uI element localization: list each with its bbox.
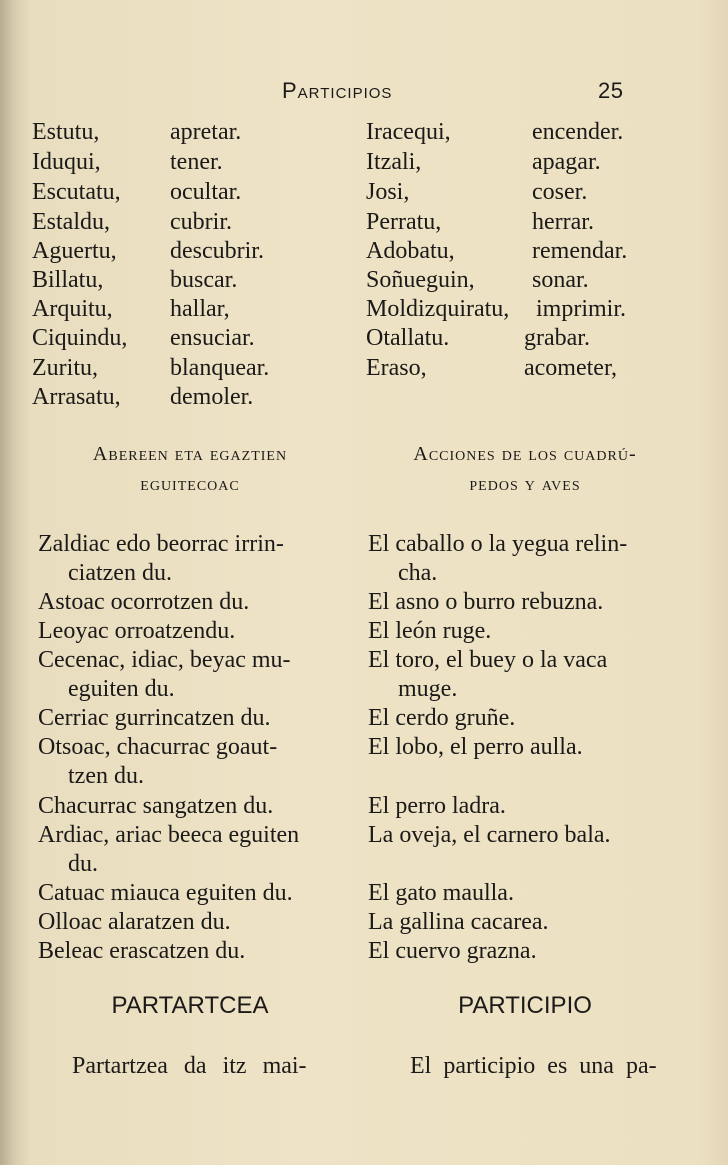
- vocab-left-spanish-7: hallar,: [170, 296, 230, 322]
- section-right-title: PARTICIPIO: [458, 992, 592, 1019]
- section-left-text: Partartzea da itz mai-: [72, 1053, 307, 1079]
- page-number: 25: [598, 78, 624, 103]
- vocab-left-spanish-9: blanquear.: [170, 355, 270, 381]
- left-line-11: Ardiac, ariac beeca eguiten: [38, 822, 300, 848]
- vocab-left-spanish-3: ocultar.: [170, 179, 242, 205]
- vocab-right-basque-3: Josi,: [366, 179, 410, 205]
- vocab-left-basque-5: Aguertu,: [32, 238, 117, 264]
- vocab-right-spanish-3: coser.: [532, 179, 588, 205]
- left-line-7: Cerriac gurrincatzen du.: [38, 705, 271, 731]
- vocab-right-basque-4: Perratu,: [366, 209, 442, 235]
- left-line-12: du.: [68, 851, 98, 877]
- vocab-right-basque-5: Adobatu,: [366, 238, 455, 264]
- vocab-right-basque-9: Eraso,: [366, 355, 427, 381]
- vocab-left-spanish-1: apretar.: [170, 119, 242, 145]
- vocab-right-spanish-5: remendar.: [532, 238, 628, 264]
- vocab-right-spanish-1: encender.: [532, 119, 624, 145]
- left-line-1: Zaldiac edo beorrac irrin-: [38, 531, 284, 557]
- left-line-6: eguiten du.: [68, 676, 175, 702]
- left-line-13: Catuac miauca eguiten du.: [38, 880, 293, 906]
- vocab-left-basque-10: Arrasatu,: [32, 384, 121, 410]
- vocab-left-basque-8: Ciquindu,: [32, 325, 128, 351]
- vocab-right-basque-2: Itzali,: [366, 149, 422, 175]
- vocab-right-basque-8: Otallatu.: [366, 325, 450, 351]
- vocab-left-spanish-5: descubrir.: [170, 238, 264, 264]
- right-line-9: El perro ladra.: [368, 793, 506, 819]
- left-line-15: Beleac erascatzen du.: [38, 938, 246, 964]
- left-line-8: Otsoac, chacurrac goaut-: [38, 734, 278, 760]
- left-line-2: ciatzen du.: [68, 560, 172, 586]
- vocab-left-spanish-2: tener.: [170, 149, 223, 175]
- vocab-left-basque-2: Iduqui,: [32, 149, 101, 175]
- right-line-2: cha.: [398, 560, 438, 586]
- heading-right-line2: pedos y aves: [469, 473, 581, 495]
- vocab-left-basque-4: Estaldu,: [32, 209, 110, 235]
- right-line-3: El asno o burro rebuzna.: [368, 589, 604, 615]
- right-line-13: El cuervo grazna.: [368, 938, 537, 964]
- right-line-5: El toro, el buey o la vaca: [368, 647, 608, 673]
- vocab-right-spanish-4: herrar.: [532, 209, 594, 235]
- vocab-left-spanish-4: cubrir.: [170, 209, 232, 235]
- vocab-left-basque-7: Arquitu,: [32, 296, 113, 322]
- right-line-11: El gato maulla.: [368, 880, 514, 906]
- vocab-right-spanish-2: apagar.: [532, 149, 601, 175]
- running-header-title: Participios: [282, 78, 393, 103]
- vocab-left-basque-1: Estutu,: [32, 119, 100, 145]
- left-line-5: Cecenac, idiac, beyac mu-: [38, 647, 291, 673]
- right-line-4: El león ruge.: [368, 618, 492, 644]
- right-line-1: El caballo o la yegua relin-: [368, 531, 628, 557]
- vocab-left-basque-3: Escutatu,: [32, 179, 121, 205]
- heading-right-line1: Acciones de los cuadrú-: [413, 443, 637, 465]
- section-left-title: PARTARTCEA: [111, 992, 269, 1019]
- vocab-right-spanish-8: grabar.: [524, 325, 590, 351]
- left-line-14: Olloac alaratzen du.: [38, 909, 231, 935]
- heading-left-line1: Abereen eta egaztien: [92, 443, 288, 465]
- right-line-12: La gallina cacarea.: [368, 909, 549, 935]
- left-line-3: Astoac ocorrotzen du.: [38, 589, 250, 615]
- vocab-left-spanish-10: demoler.: [170, 384, 254, 410]
- vocab-right-spanish-9: acometer,: [524, 355, 617, 381]
- right-line-7: El cerdo gruñe.: [368, 705, 516, 731]
- heading-left-line2: eguitecoac: [140, 473, 240, 495]
- vocab-right-basque-1: Iracequi,: [366, 119, 451, 145]
- vocab-left-basque-9: Zuritu,: [32, 355, 98, 381]
- left-line-10: Chacurrac sangatzen du.: [38, 793, 274, 819]
- left-line-4: Leoyac orroatzendu.: [38, 618, 236, 644]
- right-line-6: muge.: [398, 676, 458, 702]
- right-line-8: El lobo, el perro aulla.: [368, 734, 583, 760]
- vocab-right-basque-6: Soñueguin,: [366, 267, 475, 293]
- vocab-left-basque-6: Billatu,: [32, 267, 104, 293]
- section-right-text: El participio es una pa-: [410, 1053, 657, 1079]
- vocab-left-spanish-6: buscar.: [170, 267, 238, 293]
- vocab-right-spanish-6: sonar.: [532, 267, 589, 293]
- left-line-9: tzen du.: [68, 763, 144, 789]
- vocab-left-spanish-8: ensuciar.: [170, 325, 255, 351]
- vocab-right-basque-7: Moldizquiratu,: [366, 296, 510, 322]
- vocab-right-spanish-7: imprimir.: [536, 296, 626, 322]
- right-line-10: La oveja, el carnero bala.: [368, 822, 611, 848]
